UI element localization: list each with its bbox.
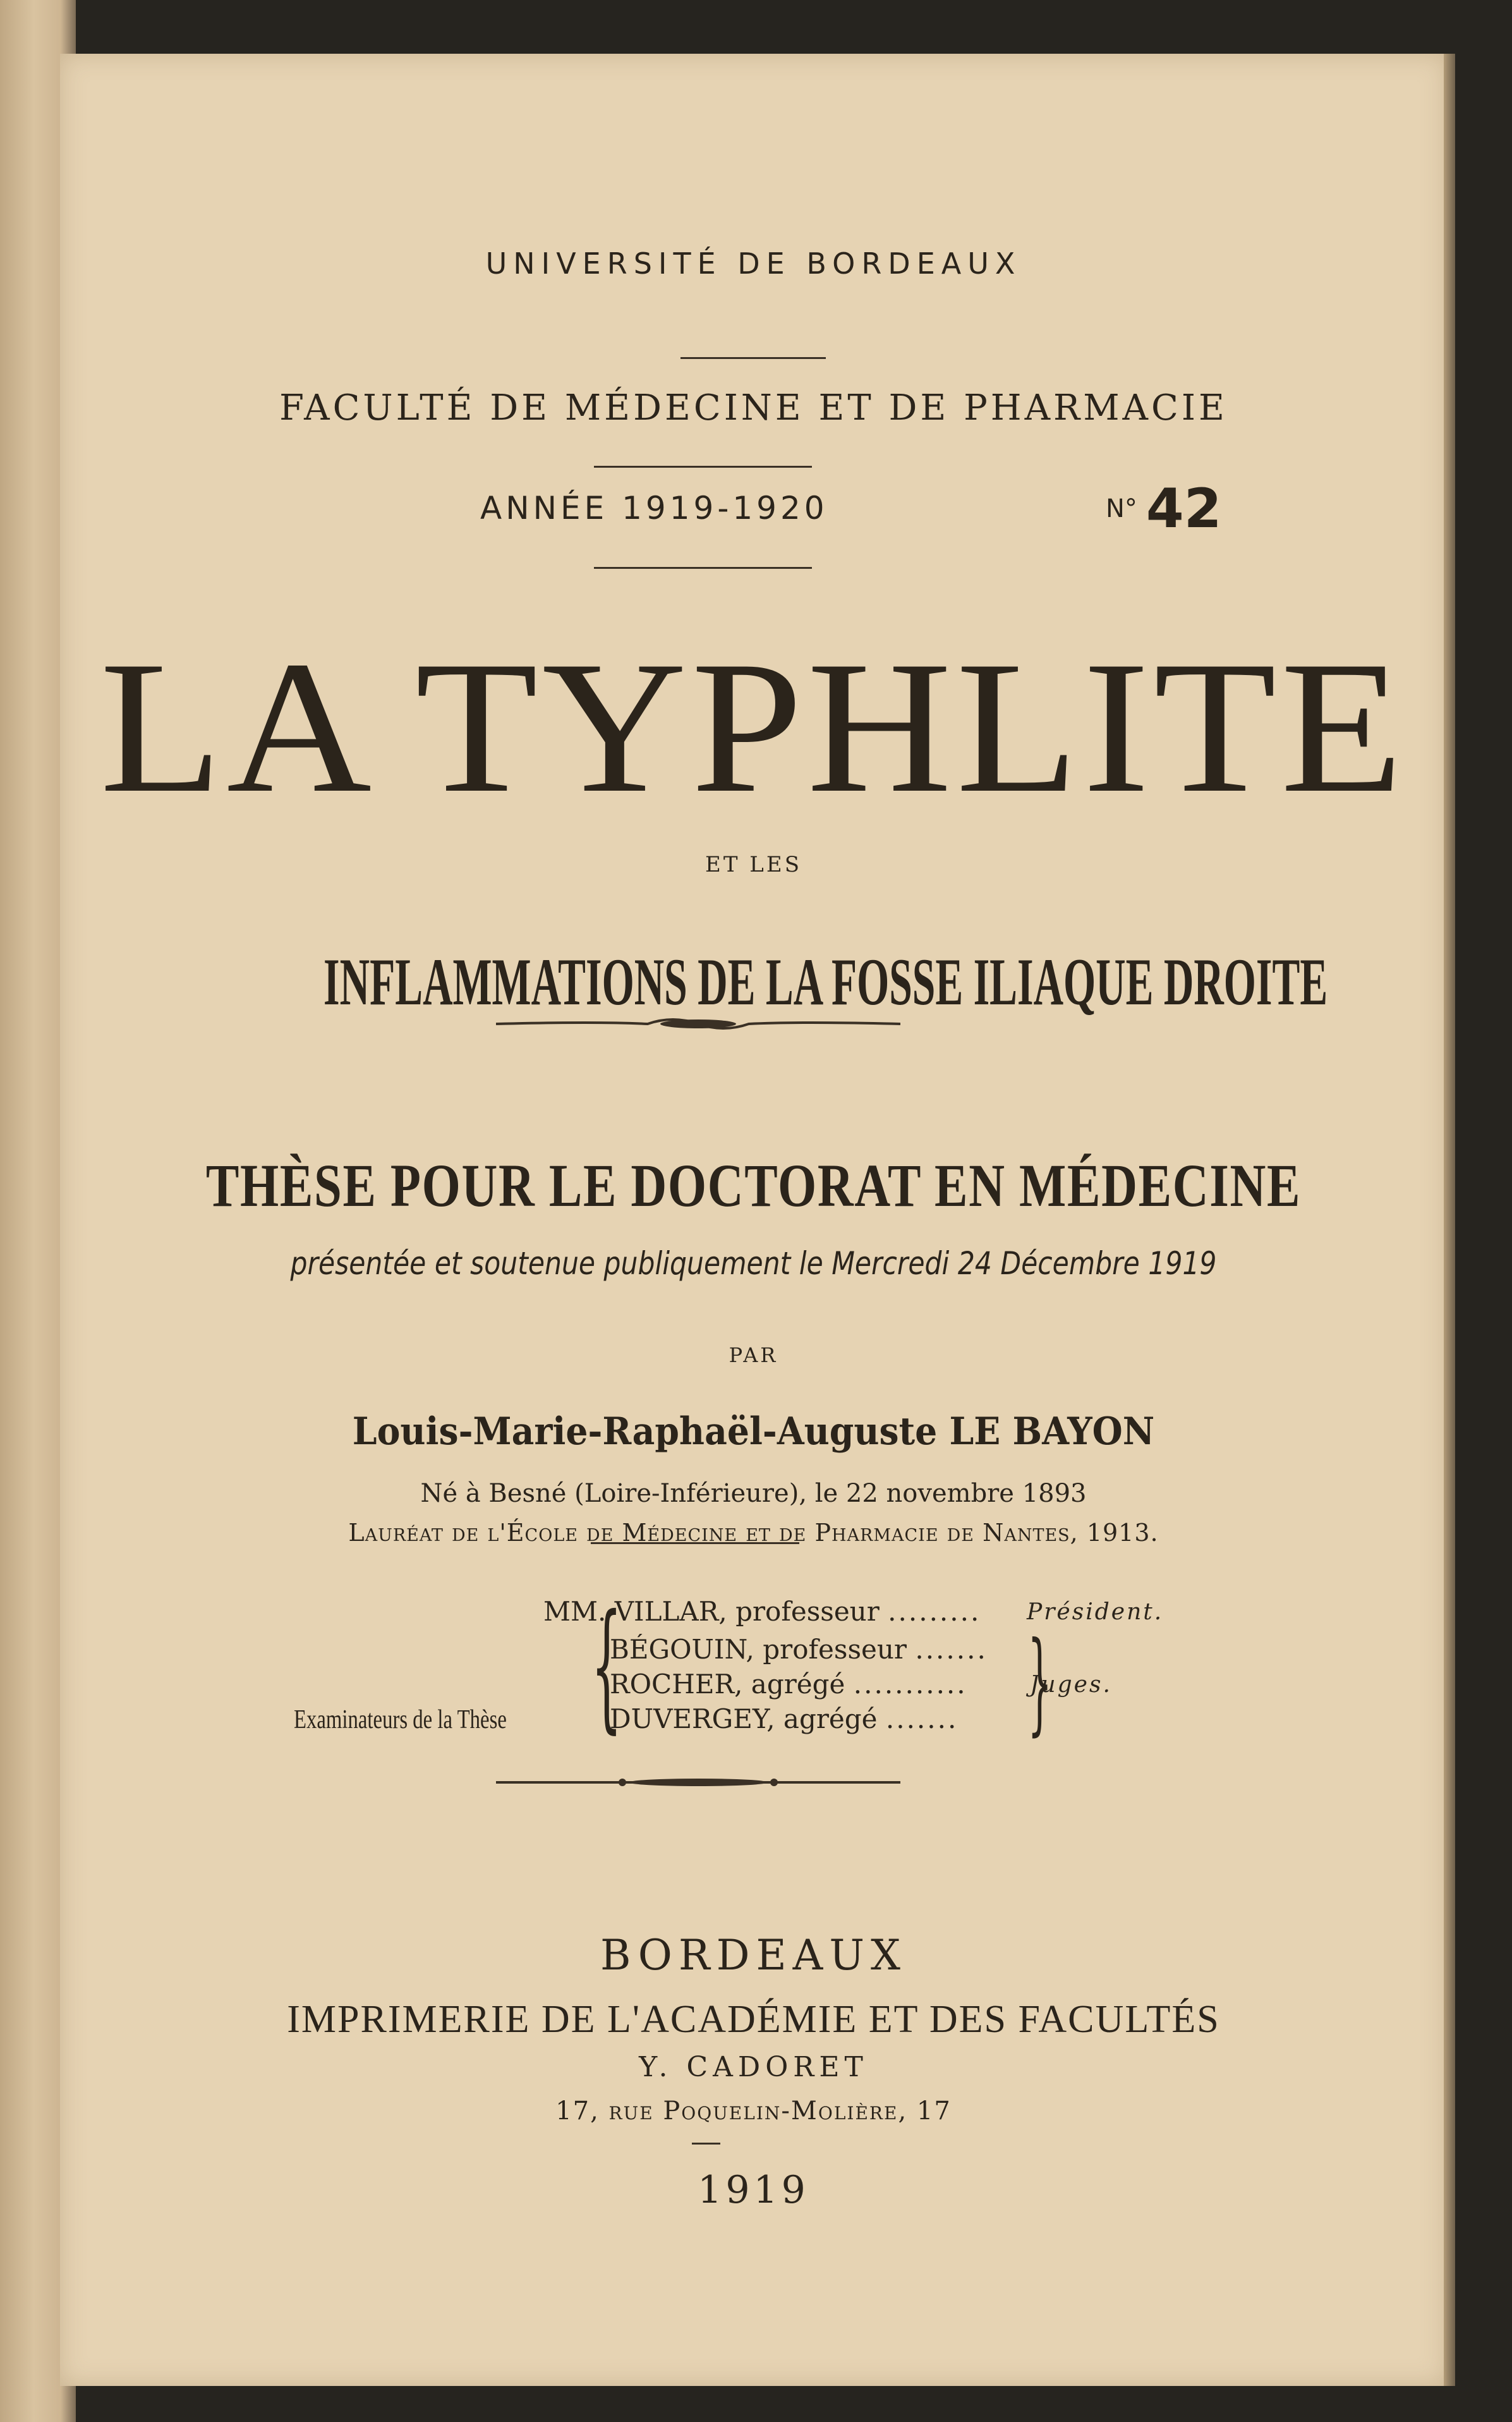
divider-rule: [591, 1542, 799, 1544]
leader-dots: ...........: [853, 1669, 967, 1700]
presentation-line: présentée et soutenue publiquement le Mercredi 24 Décembre 1919: [290, 1245, 1217, 1282]
subtitle: INFLAMMATIONS DE LA FOSSE ILIAQUE DROITE: [324, 945, 1328, 1019]
divider-rule: [594, 466, 812, 468]
divider-rule: [594, 567, 812, 569]
jury-member: [543, 1596, 981, 1627]
imprint-city: BORDEAUX: [600, 1931, 907, 1980]
leader-dots: .........: [888, 1596, 981, 1627]
imprint-year: 1919: [698, 2168, 809, 2212]
faculty-name: FACULTÉ DE MÉDECINE ET DE PHARMACIE: [279, 387, 1228, 429]
judges-role: Juges.: [1030, 1672, 1112, 1698]
ornamental-divider: [496, 1770, 900, 1795]
number-label: N°: [1106, 494, 1137, 523]
right-page-edge: [1444, 54, 1455, 2386]
divider-rule: [692, 2143, 720, 2145]
title-page: [60, 54, 1447, 2386]
leader-dots: .......: [915, 1634, 988, 1665]
president-role: Président.: [1027, 1599, 1164, 1625]
number-value: 42: [1146, 477, 1222, 540]
member-name: MM. VILLAR, professeur: [543, 1596, 880, 1627]
member-name: ROCHER, agrégé: [610, 1669, 845, 1700]
right-brace: }: [1027, 1619, 1053, 1747]
title-conjunction: ET LES: [705, 852, 802, 877]
thesis-heading: THÈSE POUR LE DOCTORAT EN MÉDECINE: [205, 1152, 1302, 1219]
laureate-info: Lauréat de l'École de Médecine et de Pharmacie de Nantes, 1913.: [348, 1519, 1159, 1547]
member-name: BÉGOUIN, professeur: [610, 1634, 907, 1665]
jury-member: [610, 1634, 988, 1665]
jury-member: [610, 1669, 967, 1700]
imprint-address: 17, rue Poquelin-Molière, 17: [555, 2096, 952, 2126]
university-name: UNIVERSITÉ DE BORDEAUX: [485, 246, 1022, 281]
examiners-label: Examinateurs de la Thèse: [294, 1705, 507, 1734]
divider-rule: [680, 357, 826, 359]
author-name: Louis-Marie-Raphaël-Auguste LE BAYON: [352, 1409, 1155, 1454]
main-title: LA TYPHLITE: [99, 622, 1408, 832]
imprint-printer: IMPRIMERIE DE L'ACADÉMIE ET DES FACULTÉS: [287, 1998, 1220, 2041]
academic-year: ANNÉE 1919-1920: [480, 490, 828, 526]
birth-info: Né à Besné (Loire-Inférieure), le 22 novembre 1893: [420, 1479, 1087, 1508]
ornamental-divider: [496, 1011, 900, 1037]
by-label: PAR: [729, 1343, 778, 1367]
leader-dots: .......: [885, 1703, 959, 1734]
thesis-number: [1106, 477, 1222, 540]
left-brace: {: [591, 1585, 622, 1746]
imprint-name: Y. CADORET: [639, 2051, 868, 2083]
member-name: DUVERGEY, agrégé: [610, 1703, 878, 1734]
jury-member: [610, 1703, 958, 1734]
